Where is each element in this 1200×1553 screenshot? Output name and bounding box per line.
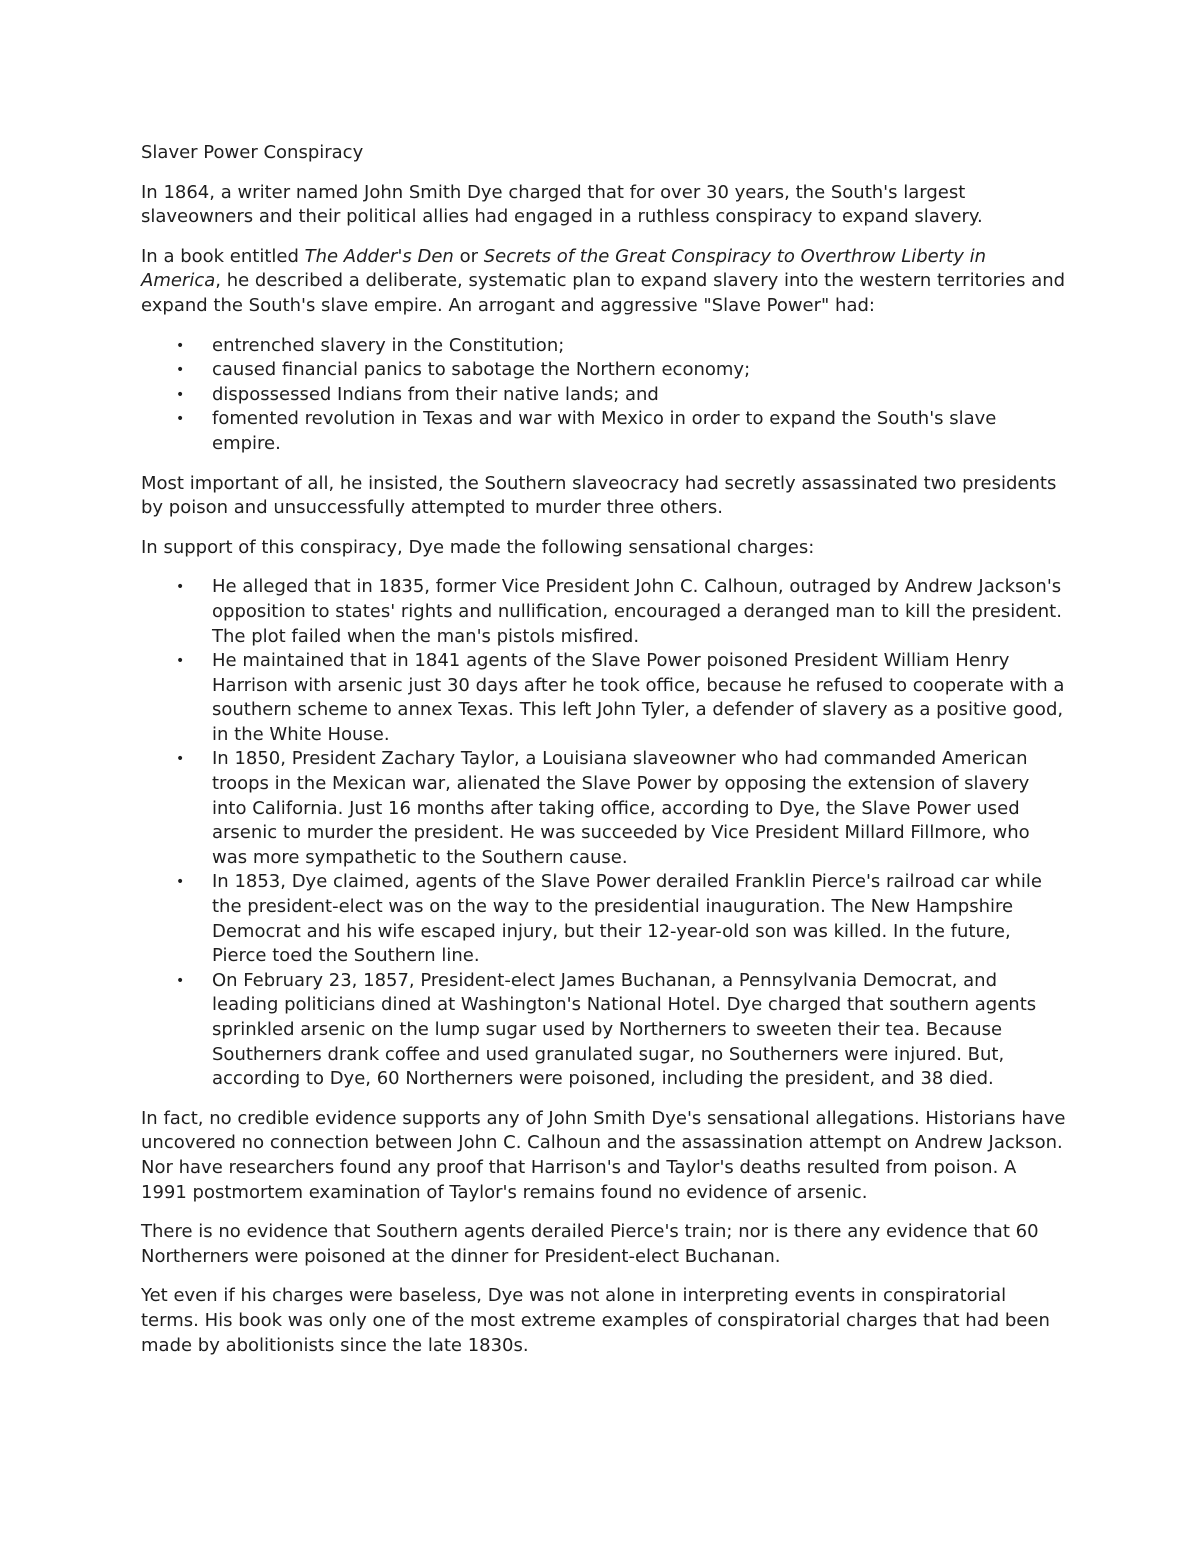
list-item: • dispossessed Indians from their native lands; and	[212, 383, 1066, 408]
charges-list	[141, 575, 1066, 1091]
slave-power-list	[141, 334, 1066, 457]
bullet-icon: •	[176, 411, 185, 428]
bullet-icon: •	[176, 751, 185, 768]
bullet-icon: •	[176, 972, 185, 989]
list-item: • He alleged that in 1835, former Vice President John C. Calhoun, outraged by Andrew Jackson's opposition to states' rights and nullification, encouraged a deranged man to kill the president. The plot failed when the man's pistols misfired.	[176, 576, 1062, 647]
paragraph-pierce-buchanan: There is no evidence that Southern agents derailed Pierce's train; nor is there any evidence that 60 Northerners were poisoned at the dinner for President-elect Buchanan.	[141, 1221, 1039, 1267]
bullet-icon: •	[176, 362, 185, 379]
paragraph-assassinations: Most important of all, he insisted, the Southern slaveocracy had secretly assassinated two presidents by poison and unsuccessfully attempted to murder three others.	[141, 472, 1057, 519]
book-title-secrets: Secrets of the Great Conspiracy to Overthrow Liberty in America	[141, 245, 986, 292]
bullet-icon: •	[176, 874, 185, 891]
paragraph-charges-intro: In support of this conspiracy, Dye made the following sensational charges:	[141, 536, 815, 558]
bullet-icon: •	[176, 579, 185, 596]
list-item: • entrenched slavery in the Constitution;	[212, 334, 1066, 359]
bullet-icon: •	[176, 386, 185, 403]
document-title: Slaver Power Conspiracy	[141, 142, 364, 163]
list-item: • fomented revolution in Texas and war with Mexico in order to expand the South's slave empire.	[176, 408, 997, 454]
paragraph-conclusion: Yet even if his charges were baseless, Dye was not alone in interpreting events in conspiratorial terms. His book was only one of the most extreme examples of conspiratorial charges that had been made by abolitionists since the late 1830s.	[141, 1285, 1050, 1356]
list-item: • caused financial panics to sabotage the Northern economy;	[212, 358, 1066, 383]
paragraph-intro: In 1864, a writer named John Smith Dye charged that for over 30 years, the South's largest slaveowners and their political allies had engaged in a ruthless conspiracy to expand slavery.	[141, 181, 983, 228]
paragraph-book-post: , he described a deliberate, systematic plan to expand slavery into the western territories and expand the South's slave empire. An arrogant and aggressive "Slave Power" had:	[141, 270, 1066, 316]
bullet-icon: •	[176, 337, 185, 354]
list-item: • On February 23, 1857, President-elect James Buchanan, a Pennsylvania Democrat, and leading politicians dined at Washington's National Hotel. Dye charged that southern agents sprinkled arsenic on the lump sugar used by Northerners to sweeten their tea. Because Southerners drank coffee and used granulated sugar, no Southerners were injured. But, according to Dye, 60 Northerners were poisoned, including the president, and 38 died.	[176, 969, 1037, 1090]
paragraph-book	[141, 245, 1066, 319]
document-page	[141, 141, 1066, 1373]
paragraph-book-mid: or	[453, 245, 484, 267]
list-item: • In 1853, Dye claimed, agents of the Slave Power derailed Franklin Pierce's railroad car while the president-elect was on the way to the presidential inauguration. The New Hampshire Democrat and his wife escaped injury, but their 12-year-old son was killed. In the future, Pierce toed the Southern line.	[176, 871, 1042, 967]
bullet-icon: •	[176, 653, 185, 670]
book-title-adders-den: The Adder's Den	[304, 245, 454, 267]
list-item: • In 1850, President Zachary Taylor, a Louisiana slaveowner who had commanded American troops in the Mexican war, alienated the Slave Power by opposing the extension of slavery into California. Just 16 months after taking office, according to Dye, the Slave Power used arsenic to murder the president. He was succeeded by Vice President Millard Fillmore, who was more sympathetic to the Southern cause.	[176, 748, 1030, 868]
paragraph-book-pre: In a book entitled	[141, 245, 305, 267]
paragraph-no-evidence: In fact, no credible evidence supports any of John Smith Dye's sensational allegations. Historians have uncovered no connection between John C. Calhoun and the assassination attempt on Andrew Jackson. Nor have researchers found any proof that Harrison's and Taylor's deaths resulted from poison. A 1991 postmortem examination of Taylor's remains found no evidence of arsenic.	[141, 1107, 1066, 1203]
list-item: • He maintained that in 1841 agents of the Slave Power poisoned President William Henry Harrison with arsenic just 30 days after he took office, because he refused to cooperate with a southern scheme to annex Texas. This left John Tyler, a defender of slavery as a positive good, in the White House.	[176, 650, 1065, 745]
